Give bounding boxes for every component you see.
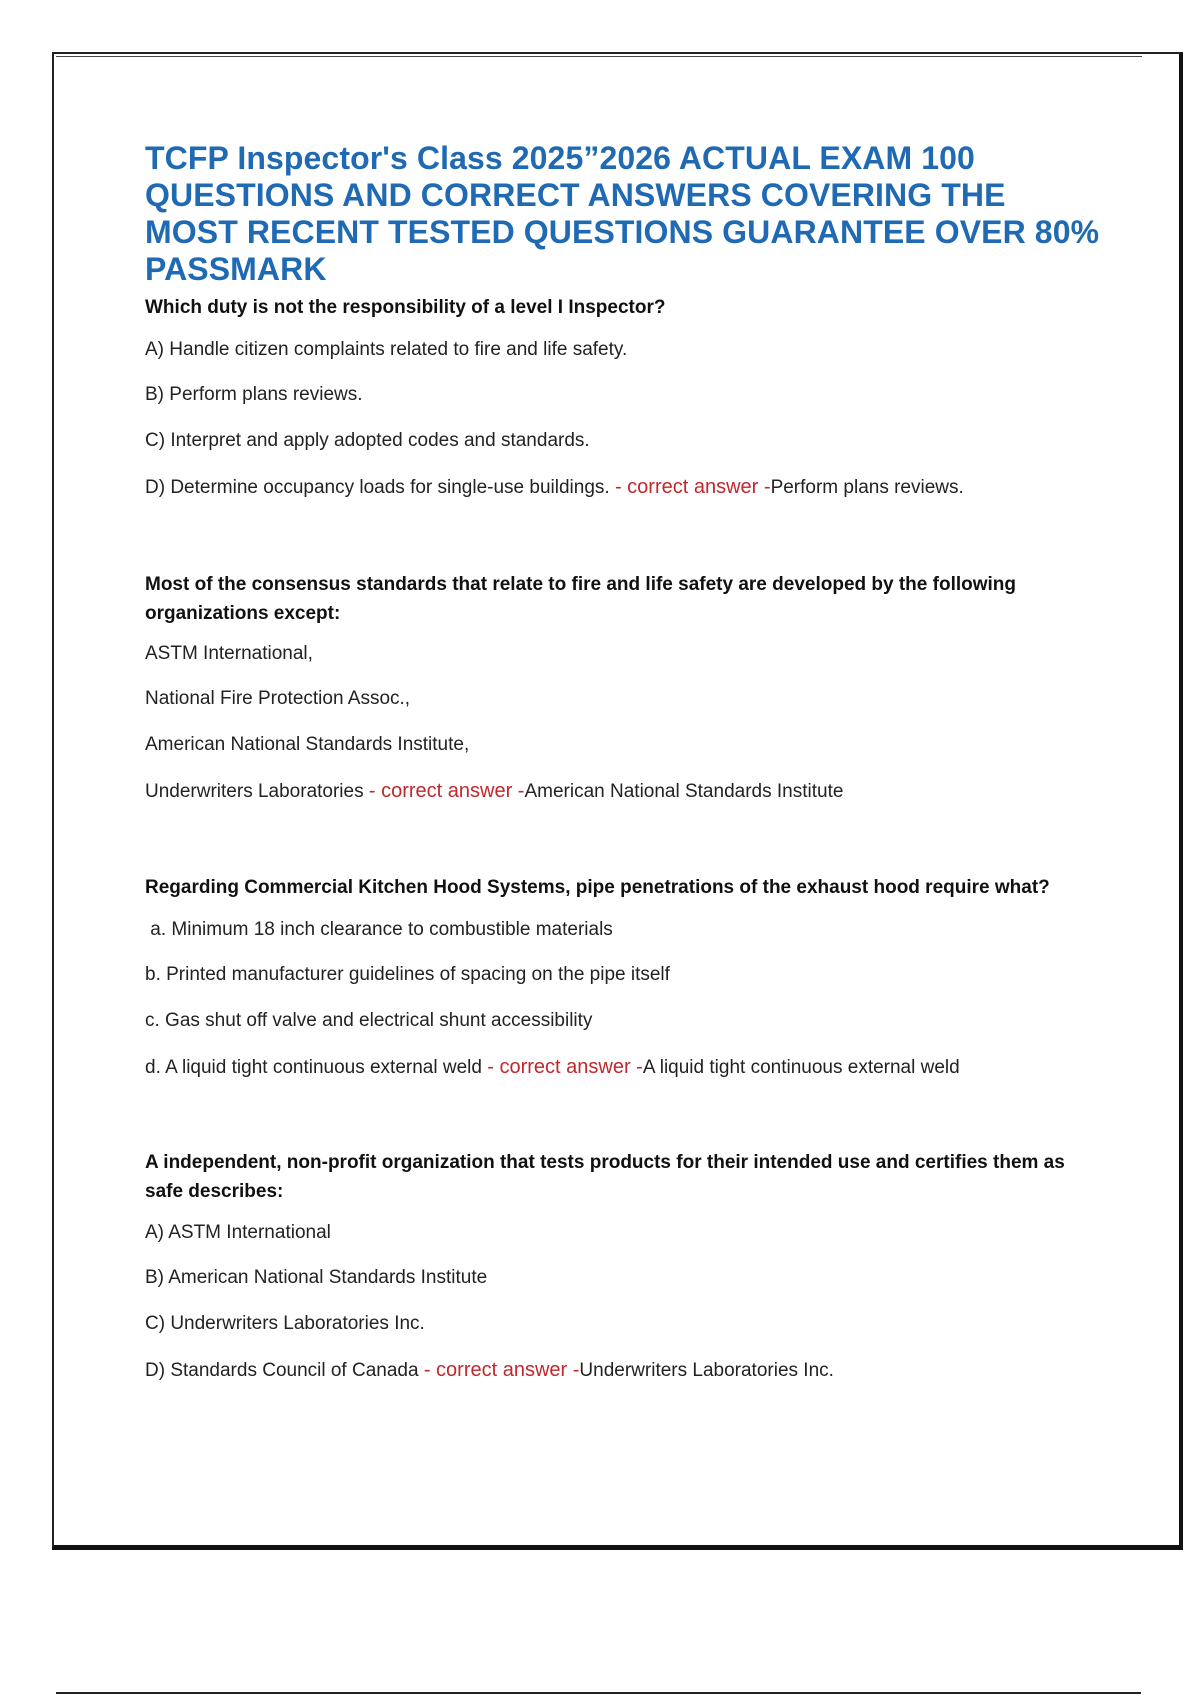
correct-answer-marker: - correct answer -	[487, 1056, 643, 1078]
option-c: C) Interpret and apply adopted codes and standards.	[145, 430, 590, 451]
option-b: B) Perform plans reviews.	[145, 384, 363, 405]
option-3: American National Standards Institute,	[145, 734, 470, 755]
answer-text: Perform plans reviews.	[770, 477, 964, 498]
option-d-with-answer	[145, 476, 964, 499]
answer-text: American National Standards Institute	[524, 781, 844, 802]
option-1: ASTM International,	[145, 643, 313, 664]
option-d: d. A liquid tight continuous external weld	[145, 1057, 482, 1078]
option-a: a. Minimum 18 inch clearance to combustible materials	[145, 919, 613, 940]
option-b: b. Printed manufacturer guidelines of spacing on the pipe itself	[145, 964, 670, 985]
option-d-with-answer	[145, 1056, 960, 1079]
option-2: National Fire Protection Assoc.,	[145, 688, 411, 709]
question-block-1	[145, 293, 1105, 498]
correct-answer-marker: - correct answer -	[368, 780, 525, 802]
option-4-with-answer	[145, 780, 843, 803]
option-c: C) Underwriters Laboratories Inc.	[145, 1313, 425, 1334]
question-block-4	[145, 1148, 1105, 1381]
document-content	[145, 140, 1105, 1381]
question-text: Which duty is not the responsibility of a level I Inspector?	[145, 297, 666, 318]
correct-answer-marker: - correct answer -	[423, 1359, 580, 1381]
option-d: D) Determine occupancy loads for single-use buildings.	[145, 477, 610, 498]
question-text: A independent, non-profit organization that tests products for their intended use and certifies them as safe describes:	[145, 1152, 1065, 1202]
option-b: B) American National Standards Institute	[145, 1267, 488, 1288]
option-c: c. Gas shut off valve and electrical shunt accessibility	[145, 1010, 593, 1031]
question-text: Most of the consensus standards that relate to fire and life safety are developed by the following organizations except:	[145, 574, 1017, 624]
option-a: A) ASTM International	[145, 1222, 331, 1243]
document-title: TCFP Inspector's Class 2025”2026 ACTUAL EXAM 100 QUESTIONS AND CORRECT ANSWERS COVERING THE MOST RECENT TESTED QUESTIONS GUARANTEE OVER 80% PASSMARK	[145, 140, 1100, 287]
correct-answer-marker: - correct answer -	[614, 476, 771, 498]
option-d-with-answer	[145, 1359, 834, 1382]
option-a: A) Handle citizen complaints related to fire and life safety.	[145, 339, 628, 360]
question-text: Regarding Commercial Kitchen Hood Systems, pipe penetrations of the exhaust hood require what?	[145, 877, 1050, 898]
answer-text: Underwriters Laboratories Inc.	[579, 1360, 834, 1381]
answer-text: A liquid tight continuous external weld	[642, 1057, 960, 1078]
option-4: Underwriters Laboratories	[145, 781, 364, 802]
question-block-3	[145, 873, 1105, 1078]
next-page-top-rule	[56, 1692, 1141, 1694]
question-block-2	[145, 570, 1105, 802]
option-d: D) Standards Council of Canada	[145, 1360, 419, 1381]
top-rule	[56, 56, 1142, 57]
